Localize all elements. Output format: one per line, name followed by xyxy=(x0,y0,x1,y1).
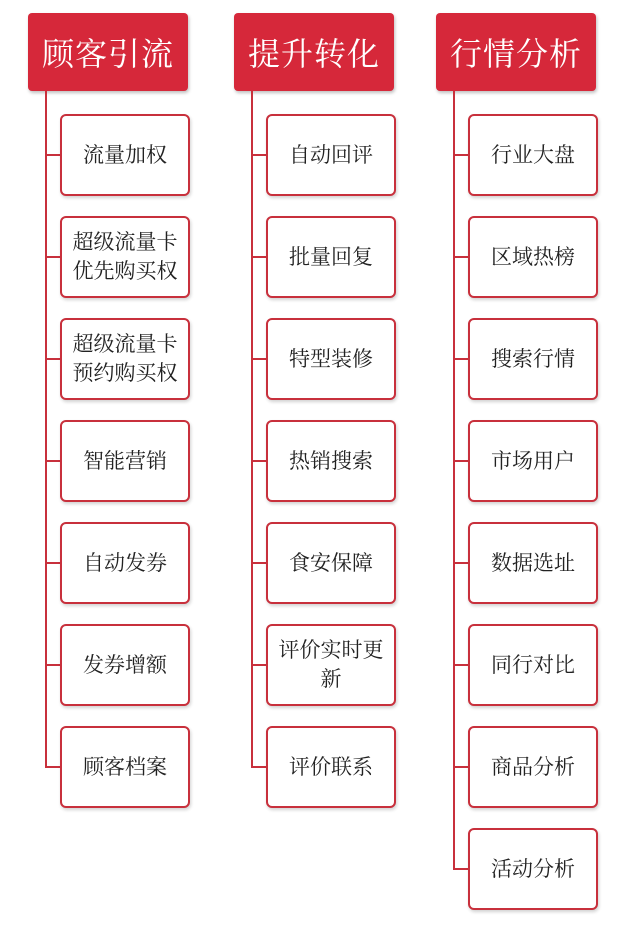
feature-item: 同行对比 xyxy=(468,624,598,706)
feature-item: 商品分析 xyxy=(468,726,598,808)
connector-branch xyxy=(453,868,468,870)
feature-item: 顾客档案 xyxy=(60,726,190,808)
feature-item: 搜索行情 xyxy=(468,318,598,400)
connector-branch xyxy=(453,460,468,462)
feature-item: 超级流量卡 优先购买权 xyxy=(60,216,190,298)
feature-item: 特型装修 xyxy=(266,318,396,400)
feature-item: 食安保障 xyxy=(266,522,396,604)
connector-trunk xyxy=(453,91,455,870)
column-header: 提升转化 xyxy=(234,13,394,91)
feature-item: 评价实时更 新 xyxy=(266,624,396,706)
feature-item: 智能营销 xyxy=(60,420,190,502)
connector-branch xyxy=(453,154,468,156)
feature-item: 自动回评 xyxy=(266,114,396,196)
feature-item: 市场用户 xyxy=(468,420,598,502)
feature-item: 自动发券 xyxy=(60,522,190,604)
feature-item: 流量加权 xyxy=(60,114,190,196)
feature-item: 区域热榜 xyxy=(468,216,598,298)
feature-item: 超级流量卡 预约购买权 xyxy=(60,318,190,400)
connector-branch xyxy=(453,358,468,360)
feature-item: 热销搜索 xyxy=(266,420,396,502)
feature-item: 评价联系 xyxy=(266,726,396,808)
feature-item: 发券增额 xyxy=(60,624,190,706)
feature-item: 活动分析 xyxy=(468,828,598,910)
column-header: 行情分析 xyxy=(436,13,596,91)
feature-item: 批量回复 xyxy=(266,216,396,298)
connector-branch xyxy=(453,664,468,666)
connector-branch xyxy=(453,766,468,768)
connector-branch xyxy=(453,562,468,564)
feature-item: 行业大盘 xyxy=(468,114,598,196)
column-header: 顾客引流 xyxy=(28,13,188,91)
feature-item: 数据选址 xyxy=(468,522,598,604)
connector-branch xyxy=(453,256,468,258)
